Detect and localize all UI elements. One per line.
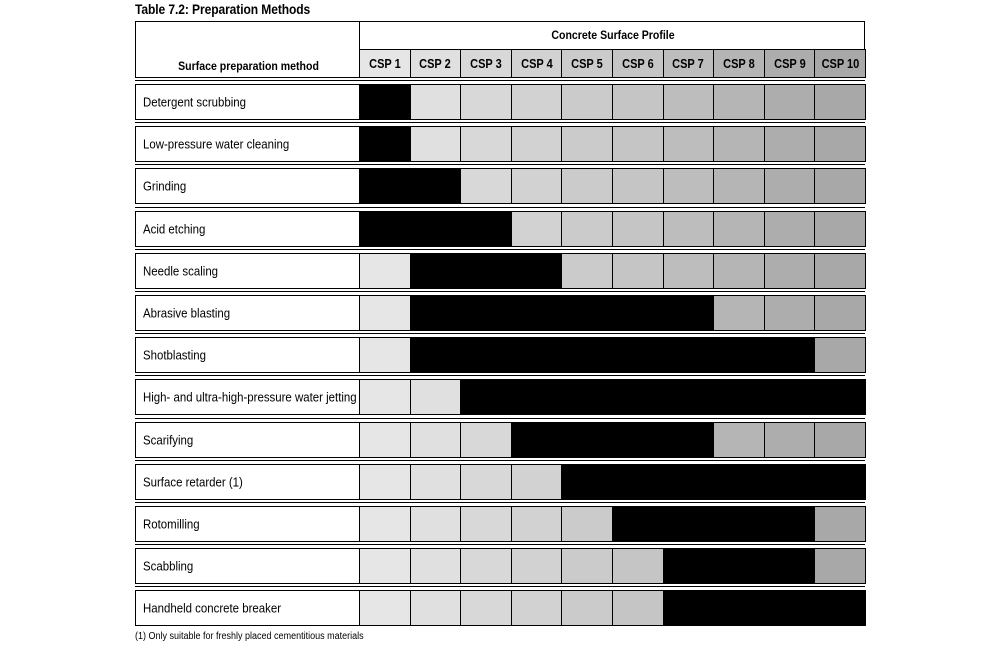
csp-cell-7	[663, 253, 715, 289]
csp-cell-9	[764, 295, 816, 331]
csp-cell-4	[511, 211, 563, 247]
csp-cell-7	[663, 211, 715, 247]
method-name: Abrasive blasting	[143, 305, 231, 321]
csp-cell-8	[713, 295, 765, 331]
csp-header-5	[561, 49, 613, 78]
csp-cell-3	[460, 168, 512, 204]
csp-header-10	[814, 49, 866, 78]
csp-cell-3	[460, 84, 512, 120]
method-cell	[135, 464, 360, 500]
method-cell	[135, 548, 360, 584]
csp-cell-9	[764, 84, 816, 120]
csp-cell-4	[511, 84, 563, 120]
csp-header-label: CSP 4	[520, 56, 553, 71]
method-cell	[135, 211, 360, 247]
csp-cell-2	[410, 422, 462, 458]
preparation-methods-table	[135, 21, 865, 627]
csp-range-bar	[359, 211, 512, 247]
csp-cell-6	[612, 548, 664, 584]
csp-cell-4	[511, 464, 563, 500]
csp-range-bar	[359, 126, 411, 162]
method-cell	[135, 295, 360, 331]
method-cell	[135, 253, 360, 289]
csp-cell-5	[561, 590, 613, 626]
csp-header-4	[511, 49, 563, 78]
csp-cell-5	[561, 84, 613, 120]
row-separator	[135, 586, 865, 587]
method-cell	[135, 168, 360, 204]
csp-cell-1	[359, 379, 411, 415]
csp-cell-1	[359, 422, 411, 458]
row-separator	[135, 207, 865, 208]
method-name: Handheld concrete breaker	[143, 600, 282, 616]
csp-cell-10	[814, 295, 866, 331]
csp-cell-10	[814, 126, 866, 162]
method-name: Surface retarder (1)	[143, 474, 243, 490]
csp-cell-6	[612, 211, 664, 247]
csp-header-label: CSP 10	[821, 56, 860, 71]
method-name: Acid etching	[143, 221, 206, 237]
csp-header-label: CSP 5	[571, 56, 603, 71]
csp-cell-1	[359, 295, 411, 331]
method-cell	[135, 422, 360, 458]
table-title: Table 7.2: Preparation Methods	[135, 1, 311, 17]
csp-cell-4	[511, 548, 563, 584]
csp-range-bar	[561, 464, 866, 500]
csp-cell-4	[511, 126, 563, 162]
csp-header-7	[663, 49, 715, 78]
csp-cell-5	[561, 168, 613, 204]
csp-cell-10	[814, 253, 866, 289]
csp-cell-1	[359, 253, 411, 289]
csp-cell-1	[359, 548, 411, 584]
csp-header-label: CSP 1	[368, 56, 401, 71]
csp-header-label: CSP 3	[470, 56, 502, 71]
csp-header-1	[359, 49, 411, 78]
row-separator	[135, 122, 865, 123]
csp-cell-8	[713, 422, 765, 458]
csp-cell-7	[663, 84, 715, 120]
csp-cell-5	[561, 126, 613, 162]
csp-cell-2	[410, 126, 462, 162]
csp-cell-5	[561, 253, 613, 289]
csp-cell-2	[410, 379, 462, 415]
csp-cell-4	[511, 590, 563, 626]
csp-cell-6	[612, 84, 664, 120]
row-separator	[135, 544, 865, 545]
method-name: Rotomilling	[143, 516, 200, 532]
method-name: Scarifying	[143, 432, 194, 448]
csp-header-label: CSP 9	[773, 56, 806, 71]
csp-cell-3	[460, 506, 512, 542]
csp-cell-10	[814, 506, 866, 542]
csp-cell-6	[612, 253, 664, 289]
csp-header-2	[410, 49, 462, 78]
csp-cell-6	[612, 168, 664, 204]
method-cell	[135, 379, 360, 415]
csp-cell-10	[814, 211, 866, 247]
profile-group-header-label: Concrete Surface Profile	[551, 28, 675, 42]
method-name: High- and ultra-high-pressure water jetting	[143, 389, 357, 405]
method-name: Low-pressure water cleaning	[143, 136, 290, 152]
csp-header-8	[713, 49, 765, 78]
csp-cell-2	[410, 84, 462, 120]
csp-cell-2	[410, 464, 462, 500]
csp-header-3	[460, 49, 512, 78]
csp-header-6	[612, 49, 664, 78]
method-name: Grinding	[143, 178, 187, 194]
csp-cell-8	[713, 168, 765, 204]
csp-cell-9	[764, 253, 816, 289]
method-cell	[135, 126, 360, 162]
csp-range-bar	[410, 295, 715, 331]
csp-cell-4	[511, 506, 563, 542]
method-name: Detergent scrubbing	[143, 94, 247, 110]
csp-range-bar	[511, 422, 714, 458]
profile-group-header	[359, 21, 865, 50]
csp-header-label: CSP 2	[419, 56, 452, 71]
csp-cell-10	[814, 548, 866, 584]
csp-cell-1	[359, 590, 411, 626]
csp-range-bar	[663, 590, 866, 626]
csp-cell-8	[713, 126, 765, 162]
csp-cell-1	[359, 464, 411, 500]
csp-cell-10	[814, 337, 866, 373]
csp-cell-3	[460, 548, 512, 584]
row-separator	[135, 375, 865, 376]
csp-cell-8	[713, 84, 765, 120]
method-cell	[135, 84, 360, 120]
method-cell	[135, 337, 360, 373]
footnote: (1) Only suitable for freshly placed cementitious materials	[135, 631, 364, 642]
method-cell	[135, 506, 360, 542]
method-cell	[135, 590, 360, 626]
row-separator	[135, 460, 865, 461]
csp-header-label: CSP 8	[723, 56, 755, 71]
csp-range-bar	[663, 548, 816, 584]
csp-cell-3	[460, 126, 512, 162]
csp-cell-2	[410, 506, 462, 542]
csp-cell-9	[764, 211, 816, 247]
csp-cell-2	[410, 548, 462, 584]
row-separator	[135, 291, 865, 292]
csp-range-bar	[460, 379, 866, 415]
csp-cell-7	[663, 126, 715, 162]
csp-cell-10	[814, 422, 866, 458]
csp-cell-1	[359, 337, 411, 373]
csp-cell-10	[814, 168, 866, 204]
csp-cell-3	[460, 464, 512, 500]
csp-cell-1	[359, 506, 411, 542]
csp-cell-9	[764, 168, 816, 204]
csp-cell-5	[561, 548, 613, 584]
csp-range-bar	[359, 168, 461, 204]
csp-cell-9	[764, 422, 816, 458]
csp-header-9	[764, 49, 816, 78]
csp-cell-6	[612, 126, 664, 162]
csp-cell-10	[814, 84, 866, 120]
csp-cell-3	[460, 422, 512, 458]
row-separator	[135, 80, 865, 81]
method-column-header-label: Surface preparation method	[178, 59, 319, 73]
method-name: Scabbling	[143, 558, 194, 574]
csp-range-bar	[410, 337, 816, 373]
csp-range-bar	[410, 253, 563, 289]
method-name: Shotblasting	[143, 347, 206, 363]
row-separator	[135, 164, 865, 165]
csp-cell-3	[460, 590, 512, 626]
csp-cell-7	[663, 168, 715, 204]
csp-range-bar	[359, 84, 411, 120]
row-separator	[135, 249, 865, 250]
row-separator	[135, 418, 865, 419]
csp-cell-8	[713, 253, 765, 289]
method-name: Needle scaling	[143, 263, 219, 279]
csp-header-label: CSP 6	[621, 56, 654, 71]
csp-range-bar	[612, 506, 815, 542]
csp-cell-9	[764, 126, 816, 162]
csp-cell-2	[410, 590, 462, 626]
csp-cell-8	[713, 211, 765, 247]
method-column-header	[135, 21, 360, 78]
csp-cell-4	[511, 168, 563, 204]
csp-cell-5	[561, 506, 613, 542]
csp-cell-6	[612, 590, 664, 626]
csp-cell-5	[561, 211, 613, 247]
row-separator	[135, 502, 865, 503]
row-separator	[135, 333, 865, 334]
csp-header-label: CSP 7	[672, 56, 705, 71]
